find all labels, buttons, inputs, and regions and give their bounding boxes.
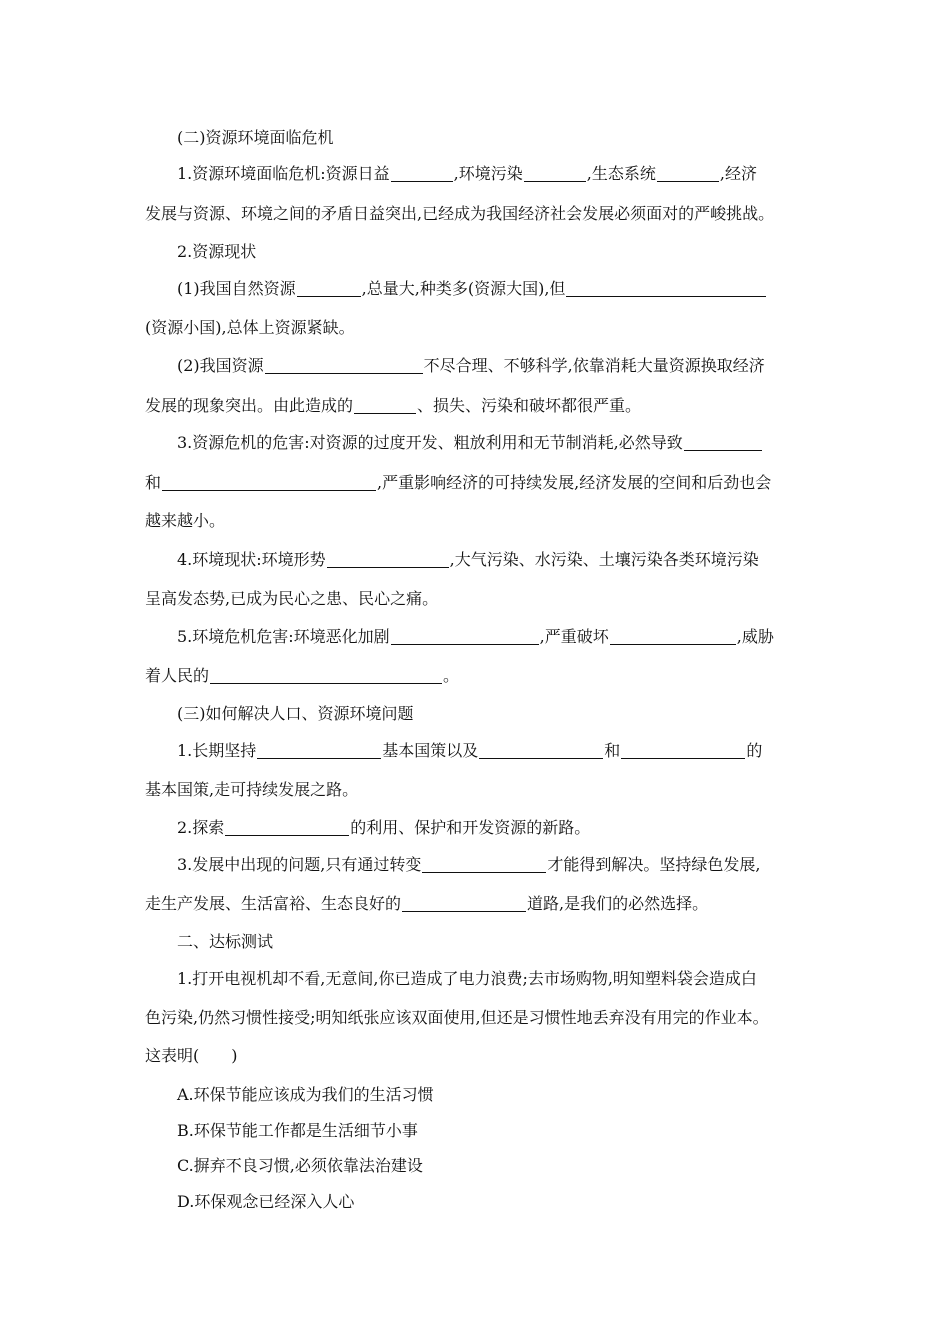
answer-blank[interactable]: [225, 820, 349, 836]
answer-blank[interactable]: [257, 743, 381, 759]
question-2-1-line-1: (1)我国自然资源 ,总量大,种类多(资源大国),但: [177, 279, 837, 299]
answer-blank[interactable]: [162, 475, 376, 491]
answer-blank[interactable]: [610, 629, 736, 645]
section-heading-test: 二、达标测试: [177, 932, 274, 951]
solution-2-line: 2.探索 的利用、保护和开发资源的新路。: [177, 818, 591, 837]
option-c[interactable]: C.摒弃不良习惯,必须依靠法治建设: [177, 1156, 423, 1175]
question-5-line-2: 着人民的 。: [145, 666, 460, 685]
answer-blank[interactable]: [524, 166, 586, 182]
question-1-line-2: 发展与资源、环境之间的矛盾日益突出,已经成为我国经济社会发展必须面对的严峻挑战。: [145, 204, 775, 223]
answer-blank[interactable]: [265, 358, 423, 374]
question-2-2-line-2: 发展的现象突出。由此造成的 、损失、污染和破坏都很严重。: [145, 396, 642, 415]
solution-3-line-1: 3.发展中出现的问题,只有通过转变 才能得到解决。坚持绿色发展,: [177, 855, 761, 874]
solution-1-line-1: 1.长期坚持 基本国策以及 和 的: [177, 741, 763, 760]
answer-blank[interactable]: [391, 166, 453, 182]
answer-blank[interactable]: [422, 857, 546, 873]
option-d[interactable]: D.环保观念已经深入人心: [177, 1192, 355, 1211]
answer-blank[interactable]: [479, 743, 603, 759]
answer-blank[interactable]: [327, 552, 449, 568]
question-4-line-1: 4.环境现状:环境形势 ,大气污染、水污染、土壤污染各类环境污染: [177, 550, 759, 569]
question-5-line-1: 5.环境危机危害:环境恶化加剧 ,严重破坏 ,威胁: [177, 627, 774, 646]
question-1-line-1: 1.资源环境面临危机:资源日益 ,环境污染 ,生态系统 ,经济: [177, 164, 757, 183]
answer-blank[interactable]: [391, 629, 539, 645]
answer-blank[interactable]: [354, 398, 416, 414]
answer-blank[interactable]: [684, 435, 762, 451]
answer-blank[interactable]: [657, 166, 719, 182]
test-question-1-line-1: 1.打开电视机却不看,无意间,你已造成了电力浪费;去市场购物,明知塑料袋会造成白: [177, 969, 757, 988]
question-3-line-1: 3.资源危机的危害:对资源的过度开发、粗放利用和无节制消耗,必然导致: [177, 433, 837, 453]
answer-blank[interactable]: [402, 896, 526, 912]
answer-blank[interactable]: [566, 281, 766, 297]
answer-blank[interactable]: [297, 281, 361, 297]
test-question-1-line-3: 这表明( ): [145, 1046, 238, 1065]
solution-3-line-2: 走生产发展、生活富裕、生态良好的 道路,是我们的必然选择。: [145, 894, 709, 913]
answer-blank[interactable]: [621, 743, 745, 759]
test-question-1-line-2: 色污染,仍然习惯性接受;明知纸张应该双面使用,但还是习惯性地丢弃没有用完的作业本。: [145, 1008, 769, 1027]
subsection-heading-resource-status: 2.资源现状: [177, 242, 257, 261]
solution-1-line-2: 基本国策,走可持续发展之路。: [145, 780, 359, 799]
question-4-line-2: 呈高发态势,已成为民心之患、民心之痛。: [145, 589, 439, 608]
answer-blank[interactable]: [210, 668, 442, 684]
section-heading-solutions: (三)如何解决人口、资源环境问题: [177, 704, 414, 723]
question-2-2-line-1: (2)我国资源 不尽合理、不够科学,依靠消耗大量资源换取经济: [177, 356, 765, 375]
question-2-1-line-2: (资源小国),总体上资源紧缺。: [145, 318, 355, 337]
question-3-line-2: 和 ,严重影响经济的可持续发展,经济发展的空间和后劲也会: [145, 473, 772, 492]
section-heading-resource-crisis: (二)资源环境面临危机: [177, 128, 334, 147]
option-b[interactable]: B.环保节能工作都是生活细节小事: [177, 1121, 418, 1140]
option-a[interactable]: A.环保节能应该成为我们的生活习惯: [177, 1085, 434, 1104]
question-3-line-3: 越来越小。: [145, 511, 226, 530]
